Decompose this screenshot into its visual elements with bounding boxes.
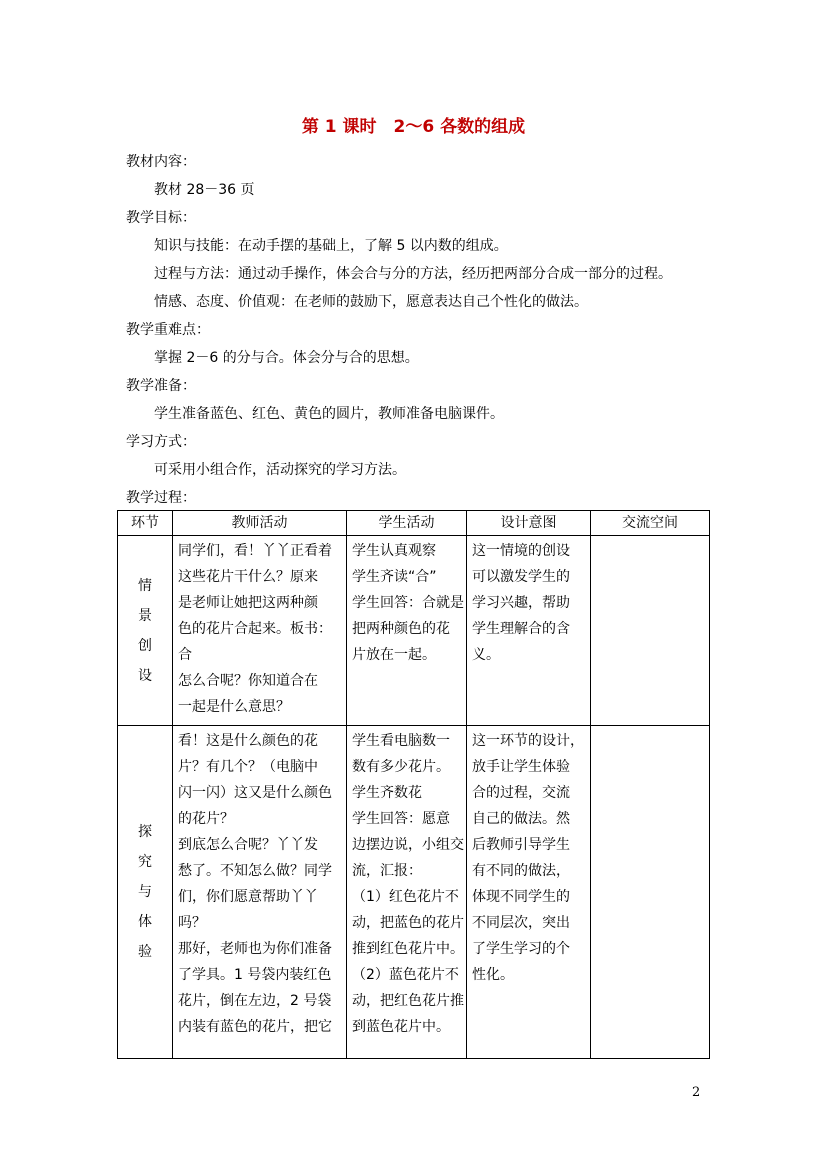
process-label: 教学过程：	[126, 490, 196, 506]
stage-char: 创	[138, 637, 152, 654]
method-text: 可采用小组合作，活动探究的学习方法。	[154, 462, 406, 478]
cell-text: 这些花片干什么？原来	[178, 569, 318, 585]
content-label: 教材内容：	[126, 154, 196, 170]
cell-text: 花片，倒在左边，2 号袋	[178, 993, 332, 1009]
cell-text: 学习兴趣，帮助	[472, 595, 570, 611]
cell-text: 的花片？	[178, 811, 234, 827]
goal-process: 过程与方法：通过动手操作，体会合与分的方法，经历把两部分合成一部分的过程。	[154, 266, 672, 282]
cell-text: 是老师让她把这两种颜	[178, 595, 318, 611]
cell-text: 了学生学习的个	[472, 941, 570, 957]
cell-text: 推到红色花片中。	[352, 941, 464, 957]
stage-char: 探	[138, 824, 152, 840]
keypoints-text: 掌握 2－6 的分与合。体会分与合的思想。	[154, 350, 419, 366]
cell-text: 有不同的做法，	[472, 863, 570, 879]
exchange-space-cell	[591, 536, 710, 726]
cell-text: 边摆边说，小组交	[352, 837, 464, 853]
cell-text: 义。	[472, 647, 500, 663]
lesson-title: 第 1 课时 2～6 各数的组成	[301, 117, 526, 137]
keypoints-label: 教学重难点：	[126, 322, 210, 338]
cell-text: （2）蓝色花片不	[352, 967, 459, 983]
cell-text: 片？有几个？（电脑中	[178, 759, 318, 775]
content-text: 教材 28－36 页	[154, 182, 255, 198]
cell-text: 色的花片合起来。板书：	[178, 621, 332, 637]
cell-text: 到底怎么合呢？丫丫发	[178, 837, 318, 853]
cell-text: 流，汇报：	[352, 863, 422, 879]
cell-text: 了学具。1 号袋内装红色	[178, 967, 332, 983]
cell-text: 动，把红色花片推	[352, 993, 464, 1009]
cell-text: 学生回答：合就是	[352, 595, 464, 611]
cell-text: 片放在一起。	[352, 647, 436, 663]
stage-char: 与	[138, 884, 152, 900]
cell-text: 后教师引导学生	[472, 837, 570, 853]
cell-text: 合	[178, 647, 192, 663]
cell-text: 们，你们愿意帮助丫丫	[178, 889, 318, 905]
cell-text: 动，把蓝色的花片	[352, 915, 464, 931]
cell-text: 学生齐读“合”	[352, 569, 437, 585]
cell-text: 学生理解合的含	[472, 621, 570, 637]
stage-char: 情	[138, 577, 152, 594]
cell-text: 数有多少花片。	[352, 759, 450, 775]
cell-text: （1）红色花片不	[352, 889, 459, 905]
header-student: 学生活动	[347, 511, 467, 536]
stage-char: 究	[138, 854, 152, 870]
cell-text: 这一情境的创设	[472, 543, 570, 559]
design-intent-cell	[467, 536, 591, 726]
cell-text: 学生回答：愿意	[352, 811, 450, 827]
goal-knowledge: 知识与技能：在动手摆的基础上，了解 5 以内数的组成。	[154, 238, 508, 254]
teacher-activity-cell	[173, 536, 347, 726]
cell-text: 不同层次，突出	[472, 915, 570, 931]
cell-text: 合的过程，交流	[472, 785, 570, 801]
cell-text: 学生看电脑数一	[352, 733, 450, 749]
student-activity-cell	[347, 726, 467, 1059]
stage-cell	[118, 726, 173, 1059]
header-teacher: 教师活动	[173, 511, 347, 536]
cell-text: 学生认真观察	[352, 543, 436, 559]
cell-text: 性化。	[472, 967, 514, 983]
stage-char: 设	[138, 667, 152, 684]
cell-text: 把两种颜色的花	[352, 621, 450, 637]
design-intent-cell	[467, 726, 591, 1059]
cell-text: 自己的做法。然	[472, 811, 570, 827]
header-stage: 环节	[118, 511, 173, 536]
exchange-space-cell	[591, 726, 710, 1059]
cell-text: 这一环节的设计，	[472, 733, 584, 749]
prep-text: 学生准备蓝色、红色、黄色的圆片，教师准备电脑课件。	[154, 406, 504, 422]
cell-text: 愁了。不知怎么做？同学	[178, 863, 332, 879]
goal-attitude: 情感、态度、价值观：在老师的鼓励下，愿意表达自己个性化的做法。	[154, 294, 588, 310]
student-activity-cell	[347, 536, 467, 726]
cell-text: 吗？	[178, 915, 206, 931]
cell-text: 学生齐数花	[352, 785, 422, 801]
prep-label: 教学准备：	[126, 378, 196, 394]
stage-char: 景	[138, 607, 152, 624]
page-number: 2	[692, 1085, 701, 1100]
cell-text: 到蓝色花片中。	[352, 1019, 450, 1035]
cell-text: 看！这是什么颜色的花	[178, 733, 318, 749]
method-label: 学习方式：	[126, 434, 196, 450]
cell-text: 闪一闪）这又是什么颜色	[178, 785, 332, 801]
header-intent: 设计意图	[467, 511, 591, 536]
teacher-activity-cell	[173, 726, 347, 1059]
table-row	[118, 726, 710, 1059]
cell-text: 怎么合呢？你知道合在	[178, 673, 318, 689]
stage-cell	[118, 536, 173, 726]
cell-text: 体现不同学生的	[472, 889, 570, 905]
teaching-process-table	[117, 510, 710, 1059]
header-space: 交流空间	[591, 511, 710, 536]
cell-text: 同学们，看！丫丫正看着	[178, 543, 332, 559]
cell-text: 内装有蓝色的花片，把它	[178, 1019, 332, 1035]
cell-text: 放手让学生体验	[472, 759, 570, 775]
table-header-row	[118, 511, 710, 536]
table-row	[118, 536, 710, 726]
stage-char: 体	[138, 914, 152, 930]
goals-label: 教学目标：	[126, 210, 196, 226]
cell-text: 可以激发学生的	[472, 569, 570, 585]
cell-text: 那好，老师也为你们准备	[178, 941, 332, 957]
cell-text: 一起是什么意思？	[178, 699, 290, 715]
stage-char: 验	[138, 944, 152, 960]
